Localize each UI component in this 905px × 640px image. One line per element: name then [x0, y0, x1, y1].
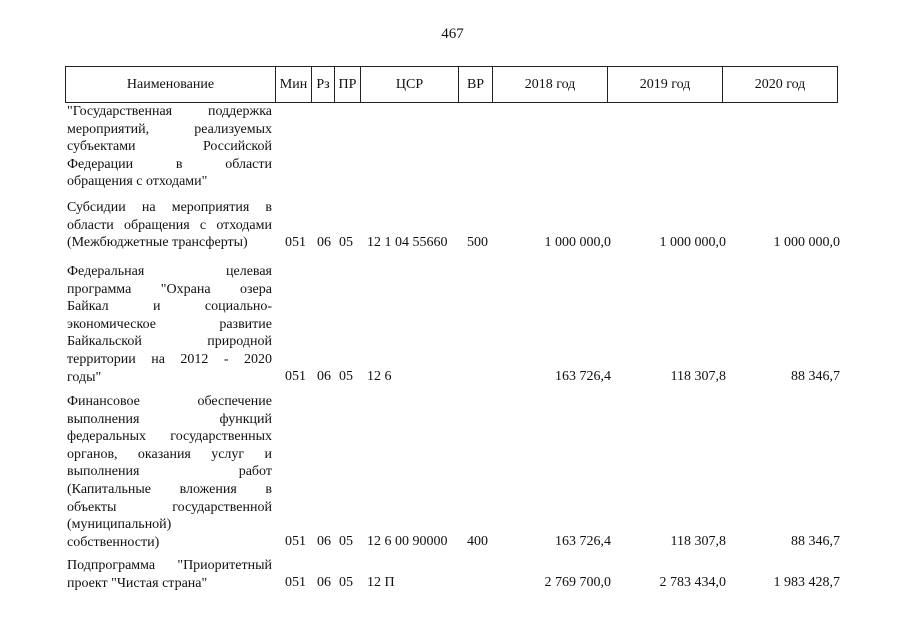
cell-csr: 12 П [367, 575, 395, 590]
header-csr: ЦСР [361, 67, 459, 103]
cell-min: 051 [285, 235, 306, 250]
row-name-line: проект "Чистая страна" [67, 575, 208, 591]
header-2018: 2018 год [493, 67, 608, 103]
cell-vr: 500 [467, 235, 488, 250]
row-name-line: Байкал и социально- [67, 299, 272, 315]
cell-2018: 1 000 000,0 [544, 235, 611, 250]
row-name-line: собственности) [67, 534, 160, 550]
row-name-line: обращения с отходами" [67, 174, 208, 190]
header-rz: Рз [312, 67, 335, 103]
row-name-line: Байкальской природной [67, 334, 272, 350]
cell-vr: 400 [467, 534, 488, 549]
cell-2020: 1 000 000,0 [773, 235, 840, 250]
row-values [65, 368, 865, 386]
row-name-line: Подпрограмма "Приоритетный [67, 558, 272, 573]
cell-rz: 06 [317, 369, 331, 384]
cell-2020: 88 346,7 [791, 369, 840, 384]
page-number: 467 [441, 26, 464, 42]
cell-2019: 118 307,8 [670, 369, 726, 384]
row-name-line: выполнения работ [67, 464, 272, 480]
row-name-line: (муниципальной) [67, 517, 172, 533]
cell-2020: 1 983 428,7 [773, 575, 840, 590]
row-values [65, 234, 865, 252]
cell-2018: 2 769 700,0 [544, 575, 611, 590]
cell-pr: 05 [339, 235, 353, 250]
row-name-line: "Государственная поддержка [67, 104, 272, 119]
header-2020: 2020 год [723, 67, 838, 103]
row-name-line: мероприятий, реализуемых [67, 121, 272, 137]
cell-csr: 12 1 04 55660 [367, 235, 448, 250]
row-name-line: субъектами Российской [67, 139, 272, 155]
row-name-line: органов, оказания услуг и [67, 446, 272, 462]
row-name-line: территории на 2012 - 2020 [67, 351, 272, 367]
row-name [67, 103, 272, 191]
header-name: Наименование [66, 67, 276, 103]
row-name-line: программа "Охрана озера [67, 281, 272, 297]
cell-2018: 163 726,4 [555, 534, 611, 549]
row-name-line: области обращения с отходами [67, 217, 272, 233]
row-name-line: экономическое развитие [67, 316, 272, 332]
header-vr: ВР [459, 67, 493, 103]
table-header [65, 66, 838, 103]
cell-csr: 12 6 00 90000 [367, 534, 448, 549]
row-name-line: Федеральная целевая [67, 264, 272, 279]
cell-2019: 2 783 434,0 [659, 575, 726, 590]
header-min: Мин [276, 67, 312, 103]
row-name-line: объекты государственной [67, 499, 272, 515]
cell-min: 051 [285, 369, 306, 384]
cell-2020: 88 346,7 [791, 534, 840, 549]
cell-min: 051 [285, 534, 306, 549]
row-name-line: Субсидии на мероприятия в [67, 200, 272, 215]
row-values [65, 574, 865, 592]
cell-pr: 05 [339, 534, 353, 549]
cell-min: 051 [285, 575, 306, 590]
cell-pr: 05 [339, 369, 353, 384]
cell-2018: 163 726,4 [555, 369, 611, 384]
row-name-line: (Капитальные вложения в [67, 481, 272, 497]
header-2019: 2019 год [608, 67, 723, 103]
row-name-line: годы" [67, 369, 102, 385]
row-name-line: федеральных государственных [67, 429, 272, 445]
row-name-line: выполнения функций [67, 411, 272, 427]
row-values [65, 533, 865, 551]
row-name-line: (Межбюджетные трансферты) [67, 235, 248, 251]
cell-rz: 06 [317, 575, 331, 590]
row-name-line: Финансовое обеспечение [67, 394, 272, 409]
cell-csr: 12 6 [367, 369, 392, 384]
cell-2019: 1 000 000,0 [659, 235, 726, 250]
cell-rz: 06 [317, 534, 331, 549]
header-pr: ПР [335, 67, 361, 103]
cell-pr: 05 [339, 575, 353, 590]
row-name [67, 393, 272, 551]
cell-2019: 118 307,8 [670, 534, 726, 549]
row-name-line: Федерации в области [67, 156, 272, 172]
cell-rz: 06 [317, 235, 331, 250]
